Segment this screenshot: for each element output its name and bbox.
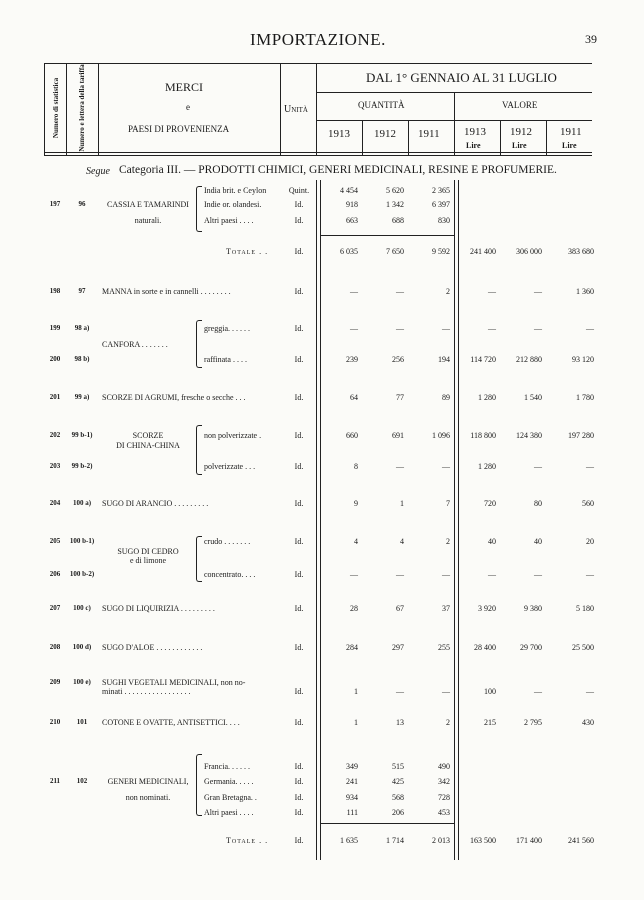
cell-merce: non nominati. bbox=[125, 793, 171, 802]
cell-merce: MANNA in sorte e in cannelli . . . . . . . . bbox=[102, 287, 231, 296]
cell-tariff: 100 c) bbox=[73, 604, 91, 612]
cell-stat: 210 bbox=[49, 718, 61, 726]
cell-v1913: 215 bbox=[484, 718, 496, 727]
cell-v1911: — bbox=[586, 687, 594, 696]
cell-unita: Id. bbox=[294, 808, 304, 817]
cell-q1911: 2 013 bbox=[432, 836, 450, 845]
cell-v1913: 720 bbox=[484, 499, 496, 508]
cell-v1911: 25 500 bbox=[572, 643, 594, 652]
cell-v1913: 118 800 bbox=[470, 431, 496, 440]
cell-q1913: 4 bbox=[354, 537, 358, 546]
cell-v1913: 28 400 bbox=[474, 643, 496, 652]
cell-q1911: 255 bbox=[438, 643, 450, 652]
header-year-v1913: 1913 bbox=[464, 126, 486, 138]
cell-q1913: 918 bbox=[346, 200, 358, 209]
cell-unita: Id. bbox=[294, 355, 304, 364]
cell-merce: CANFORA . . . . . . . bbox=[102, 340, 168, 349]
cell-v1912: 124 380 bbox=[516, 431, 542, 440]
cell-q1912: 1 bbox=[400, 499, 404, 508]
cell-q1912: 515 bbox=[392, 762, 404, 771]
cell-unita: Id. bbox=[294, 431, 304, 440]
cell-q1911: 2 bbox=[446, 287, 450, 296]
header-year-v1911: 1911 bbox=[560, 126, 582, 138]
cell-q1912: 67 bbox=[396, 604, 404, 613]
cell-q1913: — bbox=[350, 324, 358, 333]
header-paesi: PAESI DI PROVENIENZA bbox=[128, 124, 230, 134]
header-year-v1912: 1912 bbox=[510, 126, 532, 138]
cell-stat: 209 bbox=[49, 678, 61, 686]
cell-q1912: 4 bbox=[400, 537, 404, 546]
cell-stat: 207 bbox=[49, 604, 61, 612]
cell-v1913: 40 bbox=[488, 537, 496, 546]
cell-paese: concentrato. . . . bbox=[204, 570, 256, 579]
cell-q1912: 77 bbox=[396, 393, 404, 402]
cell-merce: SUGO DI ARANCIO . . . . . . . . . bbox=[102, 499, 209, 508]
cell-merce: CASSIA E TAMARINDI bbox=[107, 200, 189, 209]
cell-q1911: 194 bbox=[438, 355, 450, 364]
cell-v1911: 430 bbox=[582, 718, 594, 727]
cell-q1913: 8 bbox=[354, 462, 358, 471]
cell-q1913: 4 454 bbox=[340, 186, 358, 195]
header-year-q1913: 1913 bbox=[328, 128, 350, 140]
cell-q1912: — bbox=[396, 570, 404, 579]
cell-stat: 208 bbox=[49, 643, 61, 651]
cell-stat: 197 bbox=[49, 200, 61, 208]
cell-paese: polverizzate . . . bbox=[204, 462, 256, 471]
cell-stat: 204 bbox=[49, 499, 61, 507]
cell-q1912: — bbox=[396, 462, 404, 471]
cell-v1911: 1 360 bbox=[576, 287, 594, 296]
cell-q1912: 5 620 bbox=[386, 186, 404, 195]
cell-tariff: 100 d) bbox=[72, 643, 92, 651]
cell-tariff: 97 bbox=[78, 287, 86, 295]
cell-merce: SCORZE DI AGRUMI, fresche o secche . . . bbox=[102, 393, 246, 402]
cell-unita: Id. bbox=[294, 247, 304, 256]
cell-unita: Id. bbox=[294, 537, 304, 546]
cell-unita: Id. bbox=[294, 570, 304, 579]
cell-q1913: 1 bbox=[354, 718, 358, 727]
cell-tariff: 98 b) bbox=[74, 355, 90, 363]
cell-q1913: 6 035 bbox=[340, 247, 358, 256]
cell-unita: Id. bbox=[294, 499, 304, 508]
cell-v1912: — bbox=[534, 462, 542, 471]
cell-q1911: 2 365 bbox=[432, 186, 450, 195]
cell-q1911: 2 bbox=[446, 718, 450, 727]
cell-q1913: 241 bbox=[346, 777, 358, 786]
cell-tariff: 102 bbox=[76, 777, 88, 785]
cell-merce: SCORZE bbox=[132, 431, 164, 440]
cell-v1913: 241 400 bbox=[470, 247, 496, 256]
cell-q1911: 7 bbox=[446, 499, 450, 508]
cell-q1911: — bbox=[442, 462, 450, 471]
cell-q1913: 64 bbox=[350, 393, 358, 402]
header-lire-1912: Lire bbox=[512, 141, 527, 150]
cell-v1912: 1 540 bbox=[524, 393, 542, 402]
cell-unita: Id. bbox=[294, 762, 304, 771]
cell-q1913: 239 bbox=[346, 355, 358, 364]
cell-paese: greggia. . . . . . bbox=[204, 324, 250, 333]
cell-q1911: 6 397 bbox=[432, 200, 450, 209]
cell-q1911: 453 bbox=[438, 808, 450, 817]
cell-merce: SUGO DI LIQUIRIZIA . . . . . . . . . bbox=[102, 604, 215, 613]
cell-tariff: 98 a) bbox=[74, 324, 90, 332]
cell-unita: Id. bbox=[294, 718, 304, 727]
cell-unita: Id. bbox=[294, 836, 304, 845]
cell-merce: SUGO D'ALOE . . . . . . . . . . . . bbox=[102, 643, 203, 652]
cell-stat: 200 bbox=[49, 355, 61, 363]
cell-q1912: — bbox=[396, 687, 404, 696]
cell-q1911: 490 bbox=[438, 762, 450, 771]
cell-q1911: 2 bbox=[446, 537, 450, 546]
cell-q1913: 1 635 bbox=[340, 836, 358, 845]
cell-q1913: — bbox=[350, 570, 358, 579]
cell-v1913: 163 500 bbox=[470, 836, 496, 845]
cell-merce: SUGHI VEGETALI MEDICINALI, non no- bbox=[102, 678, 246, 687]
cell-paese: Gran Bretagna. . bbox=[204, 793, 257, 802]
cell-q1911: 830 bbox=[438, 216, 450, 225]
cell-v1912: — bbox=[534, 570, 542, 579]
cell-stat: 206 bbox=[49, 570, 61, 578]
cell-v1913: — bbox=[488, 324, 496, 333]
cell-q1911: — bbox=[442, 324, 450, 333]
cell-paese: Indie or. olandesi. bbox=[204, 200, 262, 209]
cell-v1911: — bbox=[586, 324, 594, 333]
cell-stat: 205 bbox=[49, 537, 61, 545]
cell-v1912: 9 380 bbox=[524, 604, 542, 613]
cell-q1912: 206 bbox=[392, 808, 404, 817]
cell-q1912: 1 714 bbox=[386, 836, 404, 845]
cell-paese: Francia. . . . . . bbox=[204, 762, 250, 771]
cell-q1913: 663 bbox=[346, 216, 358, 225]
cell-tariff: 99 b-2) bbox=[71, 462, 93, 470]
cell-q1912: 1 342 bbox=[386, 200, 404, 209]
cell-v1912: 306 000 bbox=[516, 247, 542, 256]
header-col-tariff: Numero e lettera della tariffa bbox=[78, 64, 86, 152]
cell-paese: Altri paesi . . . . bbox=[204, 808, 254, 817]
cell-v1911: 241 560 bbox=[568, 836, 594, 845]
cell-merce: DI CHINA-CHINA bbox=[116, 441, 180, 450]
cell-q1912: 568 bbox=[392, 793, 404, 802]
cell-q1913: 349 bbox=[346, 762, 358, 771]
cell-merce: COTONE E OVATTE, ANTISETTICI. . . . bbox=[102, 718, 240, 727]
cell-merce: GENERI MEDICINALI, bbox=[107, 777, 189, 786]
cell-unita: Id. bbox=[294, 604, 304, 613]
header-lire-1911: Lire bbox=[562, 141, 577, 150]
cell-paese: non polverizzate . bbox=[204, 431, 262, 440]
cell-tariff: 100 e) bbox=[73, 678, 91, 686]
cell-v1911: 560 bbox=[582, 499, 594, 508]
cell-v1913: 1 280 bbox=[478, 462, 496, 471]
cell-unita: Id. bbox=[294, 687, 304, 696]
cell-q1911: 9 592 bbox=[432, 247, 450, 256]
header-year-q1911: 1911 bbox=[418, 128, 440, 140]
cell-tariff: 100 a) bbox=[72, 499, 92, 507]
cell-v1912: 80 bbox=[534, 499, 542, 508]
cell-v1913: — bbox=[488, 287, 496, 296]
cell-unita: Id. bbox=[294, 393, 304, 402]
cell-stat: 203 bbox=[49, 462, 61, 470]
cell-v1911: 197 280 bbox=[568, 431, 594, 440]
page-title: IMPORTAZIONE. bbox=[250, 30, 386, 49]
cell-q1912: 297 bbox=[392, 643, 404, 652]
cell-stat: 202 bbox=[49, 431, 61, 439]
cell-stat: 201 bbox=[49, 393, 61, 401]
cell-q1911: 37 bbox=[442, 604, 450, 613]
cell-unita: Quint. bbox=[288, 186, 310, 195]
cell-unita: Id. bbox=[294, 793, 304, 802]
cell-v1912: — bbox=[534, 324, 542, 333]
cell-q1913: — bbox=[350, 287, 358, 296]
cell-q1912: — bbox=[396, 324, 404, 333]
cell-stat: 199 bbox=[49, 324, 61, 332]
cell-q1911: 89 bbox=[442, 393, 450, 402]
cell-v1912: — bbox=[534, 687, 542, 696]
cell-paese: raffinata . . . . bbox=[204, 355, 247, 364]
cell-v1911: 5 180 bbox=[576, 604, 594, 613]
cell-unita: Id. bbox=[294, 216, 304, 225]
cell-q1913: 934 bbox=[346, 793, 358, 802]
cell-v1911: 383 680 bbox=[568, 247, 594, 256]
cell-merce: e di limone bbox=[130, 556, 166, 565]
cell-q1912: 256 bbox=[392, 355, 404, 364]
cell-v1912: 212 880 bbox=[516, 355, 542, 364]
cell-q1913: 1 bbox=[354, 687, 358, 696]
cell-q1912: 7 650 bbox=[386, 247, 404, 256]
header-lire-1913: Lire bbox=[466, 141, 481, 150]
brace-canfora bbox=[196, 320, 202, 368]
cell-unita: Id. bbox=[294, 200, 304, 209]
cell-merce: minati . . . . . . . . . . . . . . . . . bbox=[102, 687, 191, 696]
cell-merce: SUGO DI CEDRO bbox=[117, 547, 179, 556]
cell-v1911: 20 bbox=[586, 537, 594, 546]
cell-tariff: 99 a) bbox=[74, 393, 90, 401]
cell-unita: Id. bbox=[294, 643, 304, 652]
cell-q1912: 425 bbox=[392, 777, 404, 786]
cell-v1913: — bbox=[488, 570, 496, 579]
cell-v1911: 93 120 bbox=[572, 355, 594, 364]
cell-v1912: 40 bbox=[534, 537, 542, 546]
cell-q1913: 111 bbox=[346, 808, 358, 817]
cell-q1911: 1 096 bbox=[432, 431, 450, 440]
cell-v1913: 1 280 bbox=[478, 393, 496, 402]
header-year-q1912: 1912 bbox=[374, 128, 396, 140]
cell-v1913: 100 bbox=[484, 687, 496, 696]
cell-q1912: 13 bbox=[396, 718, 404, 727]
cell-q1912: 691 bbox=[392, 431, 404, 440]
header-quantita: QUANTITÀ bbox=[358, 100, 405, 110]
cell-q1911: — bbox=[442, 570, 450, 579]
cell-tariff: 96 bbox=[78, 200, 86, 208]
cell-q1911: — bbox=[442, 687, 450, 696]
cell-paese: Germania. . . . . bbox=[204, 777, 254, 786]
cell-tariff: 99 b-1) bbox=[71, 431, 93, 439]
cell-tariff: 100 b-2) bbox=[69, 570, 95, 578]
cell-v1912: 29 700 bbox=[520, 643, 542, 652]
cell-unita: Id. bbox=[294, 324, 304, 333]
cell-v1913: 114 720 bbox=[470, 355, 496, 364]
cell-v1912: 171 400 bbox=[516, 836, 542, 845]
cell-tariff: 100 b-1) bbox=[69, 537, 95, 545]
cell-v1913: 3 920 bbox=[478, 604, 496, 613]
cell-v1912: 2 795 bbox=[524, 718, 542, 727]
cell-unita: Id. bbox=[294, 287, 304, 296]
cell-q1913: 660 bbox=[346, 431, 358, 440]
cell-q1913: 284 bbox=[346, 643, 358, 652]
page-number: 39 bbox=[585, 32, 597, 46]
cell-paese: Totale . . bbox=[226, 836, 269, 845]
cell-paese: Altri paesi . . . . bbox=[204, 216, 254, 225]
brace-cassia bbox=[196, 186, 202, 232]
header-col-stat: Numero di statistica bbox=[52, 77, 60, 139]
cell-merce: naturali. bbox=[134, 216, 162, 225]
cell-q1912: — bbox=[396, 287, 404, 296]
category-label: Categoria III. — PRODOTTI CHIMICI, GENERI MEDICINALI, RESINE E PROFUMERIE. bbox=[119, 164, 557, 176]
cell-paese: Totale . . bbox=[226, 247, 269, 256]
header-period: DAL 1° GENNAIO AL 31 LUGLIO bbox=[366, 70, 557, 85]
header-e: e bbox=[186, 102, 190, 112]
cell-q1911: 728 bbox=[438, 793, 450, 802]
header-unita: Unità bbox=[284, 104, 308, 115]
cell-q1912: 688 bbox=[392, 216, 404, 225]
cell-q1913: 9 bbox=[354, 499, 358, 508]
cell-q1913: 28 bbox=[350, 604, 358, 613]
cell-v1912: — bbox=[534, 287, 542, 296]
cell-paese: India brit. e Ceylon bbox=[204, 186, 267, 195]
cell-tariff: 101 bbox=[76, 718, 88, 726]
cell-stat: 198 bbox=[49, 287, 61, 295]
category-segue: Segue bbox=[86, 166, 110, 177]
header-merci: MERCI bbox=[165, 80, 204, 94]
cell-unita: Id. bbox=[294, 777, 304, 786]
cell-v1911: — bbox=[586, 570, 594, 579]
cell-q1911: 342 bbox=[438, 777, 450, 786]
cell-unita: Id. bbox=[294, 462, 304, 471]
cell-v1911: — bbox=[586, 462, 594, 471]
cell-v1911: 1 780 bbox=[576, 393, 594, 402]
cell-stat: 211 bbox=[49, 777, 61, 785]
header-valore: VALORE bbox=[502, 100, 538, 110]
cell-paese: crudo . . . . . . . bbox=[204, 537, 251, 546]
